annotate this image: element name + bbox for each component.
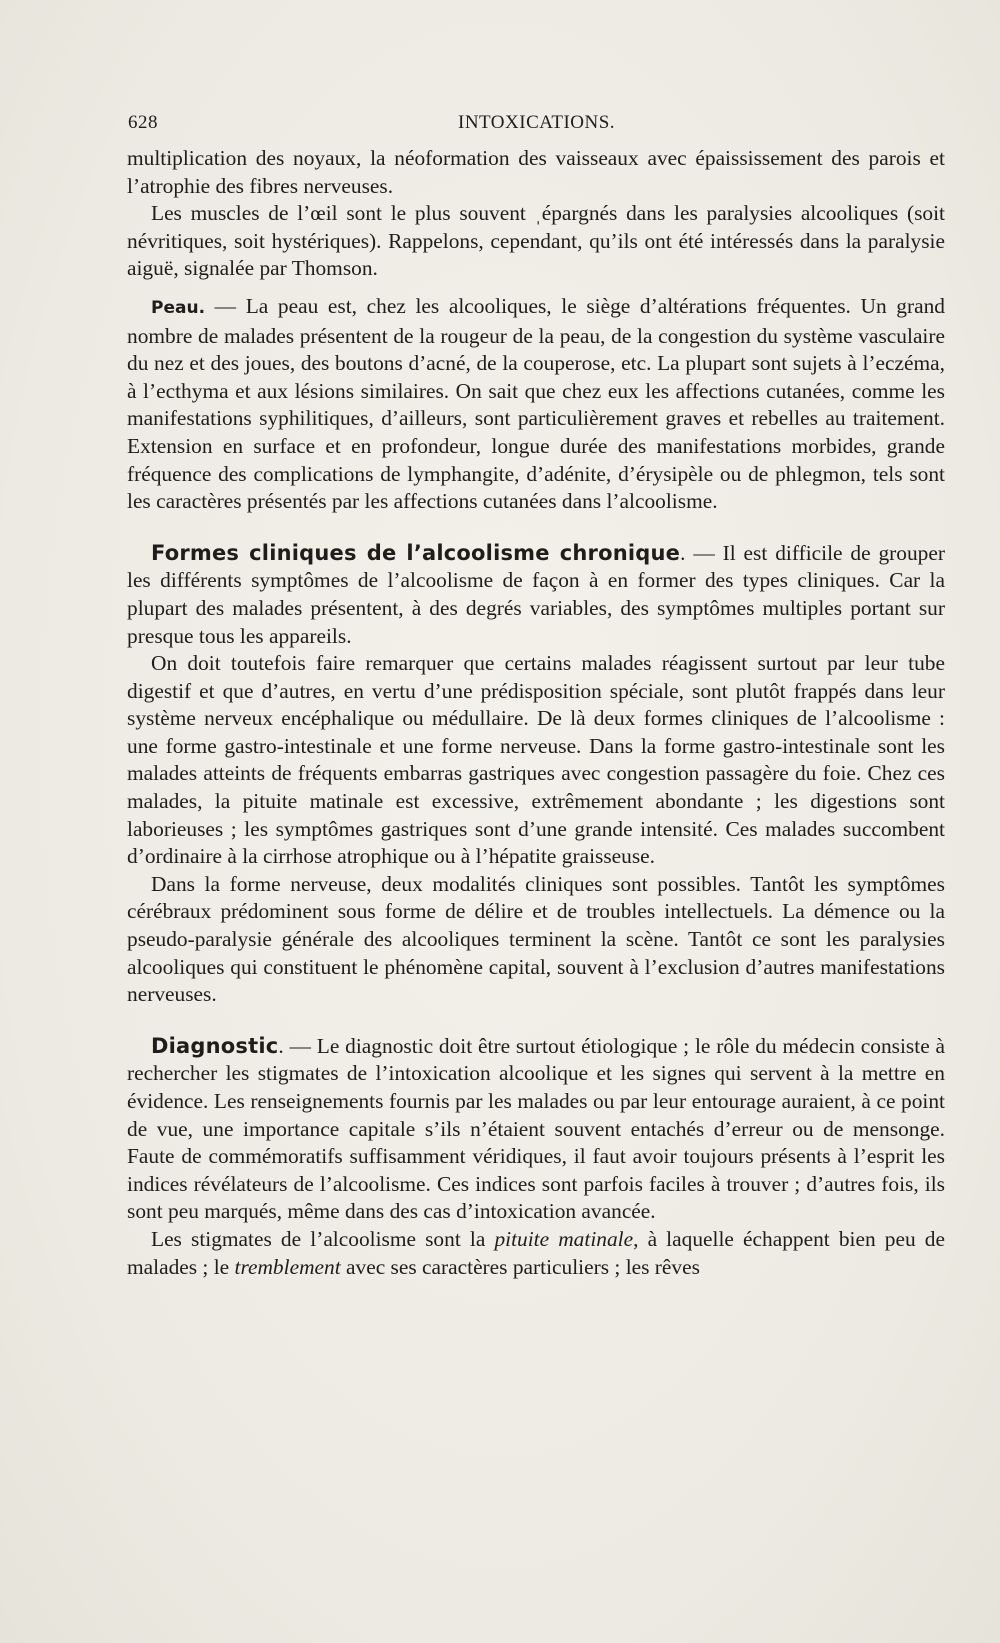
page-body <box>127 145 945 1281</box>
paragraph-peau: — La peau est, chez les alcooliques, le siège d’altérations fréquentes. Un grand nombre de malades présentent de la rougeur de la peau, de la congestion du système vasculaire du nez et des joues, des boutons d’acné, de la couperose, etc. La plupart sont sujets à l’eczéma, à l’ecthyma et aux lésions similaires. On sait que chez eux les affections cutanées, comme les manifestations syphilitiques, d’ailleurs, sont particulièrement graves et rebelles au traitement. Extension en surface et en profondeur, longue durée des manifestations morbides, grande fréquence des complications de lymphangite, d’adénite, d’érysipèle ou de phlegmon, tels sont les caractères présentés par les affections cutanées dans l’alcoolisme. <box>127 293 945 514</box>
page-header <box>128 112 888 140</box>
stigmates-text-a: Les stigmates de l’alcoolisme sont la <box>151 1226 495 1251</box>
paragraph-deux-formes: On doit toutefois faire remarquer que certains malades réagissent surtout par leur tube digestif et que d’autres, en vertu d’une prédisposition spéciale, sont plutôt frappés dans leur système nerveux encéphalique ou médullaire. De là deux formes cliniques de l’alcoolisme : une forme gastro-intestinale et une forme nerveuse. Dans la forme gastro-intestinale sont les malades atteints de fréquents embarras gastriques avec congestion passagère du foie. Chez ces malades, la pituite matinale est excessive, extrêmement abondante ; les digestions sont laborieuses ; les symptômes gastriques sont d’une grande intensité. Ces malades succombent d’ordinaire à la cirrhose atrophique ou à l’hépatite graisseuse. <box>127 651 945 869</box>
paragraph-eye-muscles: Les muscles de l’œil sont le plus souvent ˌépargnés dans les paralysies alcooliques (soit névritiques, soit hystériques). Rappelons, cependant, qu’ils ont été intéressés dans la paralysie aiguë, signalée par Thomson. <box>127 201 945 281</box>
stigmates-text-c: avec ses caractères particuliers ; les rêves <box>340 1254 700 1279</box>
running-title: INTOXICATIONS. <box>458 112 616 133</box>
paragraph-continuation: multiplication des noyaux, la néoformation des vaisseaux avec épaississement des parois et l’atrophie des fibres nerveuses. <box>127 146 945 198</box>
paragraph-formes-cliniques: . — Il est difficile de grouper les différents symptômes de l’alcoolisme de façon à en former des types cliniques. Car la plupart des malades présentent, à des degrés variables, des symptômes multiples portant sur presque tous les appareils. <box>127 540 945 648</box>
heading-peau: Peau. <box>151 297 206 318</box>
term-tremblement: tremblement <box>234 1254 341 1279</box>
term-pituite-matinale: pituite matinale <box>494 1226 634 1251</box>
heading-formes-cliniques: Formes cliniques de l’alcoolisme chronique <box>151 540 681 565</box>
heading-diagnostic: Diagnostic <box>151 1033 279 1058</box>
stigmates-text-b: , à laquelle échappent bien peu de malades ; le <box>127 1226 945 1279</box>
paragraph-stigmates <box>127 1226 945 1281</box>
section-formes-cliniques <box>127 540 945 650</box>
paragraph-diagnostic: . — Le diagnostic doit être surtout étiologique ; le rôle du médecin consiste à rechercher les stigmates de l’intoxication alcoolique et les signes qui servent à la mettre en évidence. Les renseignements fournis par les malades ou par leur entourage auraient, à ce point de vue, une importance capitale s’ils n’étaient souvent entachés d’erreur ou de mensonge. Faute de commémoratifs suffisamment véridiques, il faut avoir toujours présents à l’esprit les indices révélateurs de l’alcoolisme. Ces indices sont parfois faciles à trouver ; d’autres fois, ils sont peu marqués, même dans des cas d’intoxication avancée. <box>127 1033 945 1224</box>
paragraph-forme-nerveuse: Dans la forme nerveuse, deux modalités cliniques sont possibles. Tantôt les symptômes cérébraux prédominent sous forme de délire et de troubles intellectuels. La démence ou la pseudo-paralysie générale des alcooliques terminent la scène. Tantôt ce sont les paralysies alcooliques qui constituent le phénomène capital, souvent à l’exclusion d’autres manifestations nerveuses. <box>127 871 945 1007</box>
page-number: 628 <box>128 112 158 133</box>
section-peau <box>127 293 945 516</box>
section-diagnostic <box>127 1033 945 1226</box>
